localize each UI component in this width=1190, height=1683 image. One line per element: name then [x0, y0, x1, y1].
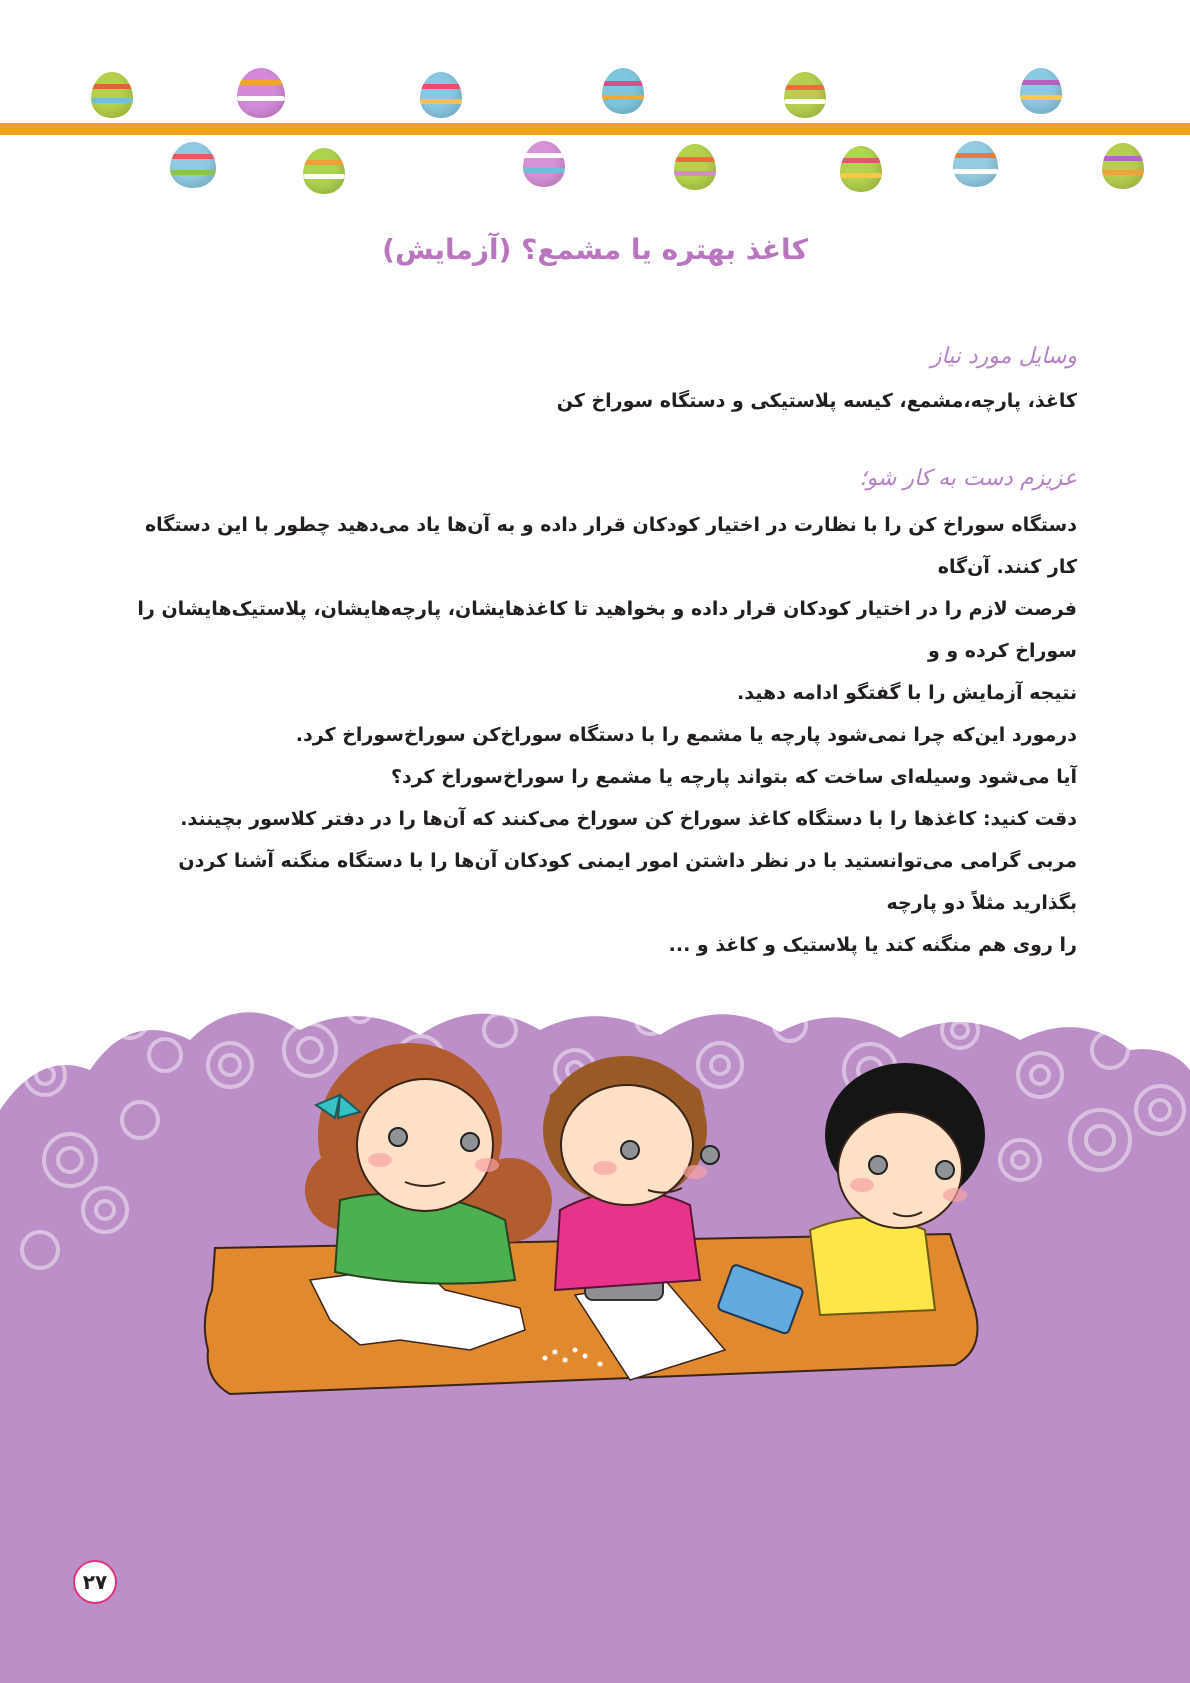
- activity-line: نتیجه آزمایش را با گفتگو ادامه دهید.: [737, 682, 1077, 704]
- activity-line: مربی گرامی می‌توانستید با در نظر داشتن امور ایمنی کودکان آن‌ها را با دستگاه منگنه آشنا کردن بگذارید مثلاً دو پارچه: [178, 850, 1077, 914]
- easter-egg-icon: [303, 148, 345, 194]
- easter-egg-icon: [1102, 143, 1144, 189]
- materials-heading: وسایل مورد نیاز: [930, 344, 1077, 369]
- activity-line: دقت کنید: کاغذها را با دستگاه کاغذ سوراخ کن سوراخ می‌کنند که آن‌ها را در دفتر کلاسور بچینند.: [180, 808, 1077, 830]
- orange-divider-line: [0, 123, 1190, 135]
- page-number: ۲۷: [73, 1560, 117, 1604]
- activity-line: آیا می‌شود وسیله‌ای ساخت که بتواند پارچه یا مشمع را سوراخ‌سوراخ کرد؟: [390, 766, 1077, 788]
- activity-line: را روی هم منگنه کند یا پلاستیک و کاغذ و ...: [668, 934, 1077, 956]
- activity-heading: عزیزم دست به کار شو؛: [859, 466, 1077, 491]
- easter-egg-icon: [602, 68, 644, 114]
- easter-egg-icon: [237, 68, 285, 118]
- easter-egg-icon: [91, 72, 133, 118]
- easter-egg-icon: [523, 141, 565, 187]
- page-title: کاغذ بهتره یا مشمع؟ (آزمایش): [382, 233, 808, 266]
- easter-egg-icon: [784, 72, 826, 118]
- easter-egg-icon: [1020, 68, 1062, 114]
- activity-text: [112, 504, 1077, 966]
- activity-line: فرصت لازم را در اختیار کودکان قرار داده و بخواهید تا کاغذهایشان، پارچه‌هایشان، پلاستیک‌هایشان را سوراخ کرده و و: [137, 598, 1077, 662]
- materials-line: کاغذ، پارچه،مشمع، کیسه پلاستیکی و دستگاه سوراخ کن: [556, 390, 1077, 412]
- easter-egg-icon: [674, 144, 716, 190]
- easter-egg-icon: [420, 72, 462, 118]
- easter-egg-icon: [953, 141, 998, 187]
- easter-egg-icon: [840, 146, 882, 192]
- boy-character-middle: [543, 1056, 719, 1290]
- activity-line: دستگاه سوراخ کن را با نظارت در اختیار کودکان قرار داده و به آن‌ها یاد می‌دهید چطور با این دستگاه کار کنند. آن‌گاه: [144, 514, 1077, 578]
- materials-text: [112, 380, 1077, 422]
- easter-egg-icon: [170, 142, 216, 188]
- activity-line: درمورد این‌که چرا نمی‌شود پارچه یا مشمع را با دستگاه سوراخ‌کن سوراخ‌سوراخ کرد.: [295, 724, 1077, 746]
- children-hole-punch-illustration: [0, 990, 1190, 1683]
